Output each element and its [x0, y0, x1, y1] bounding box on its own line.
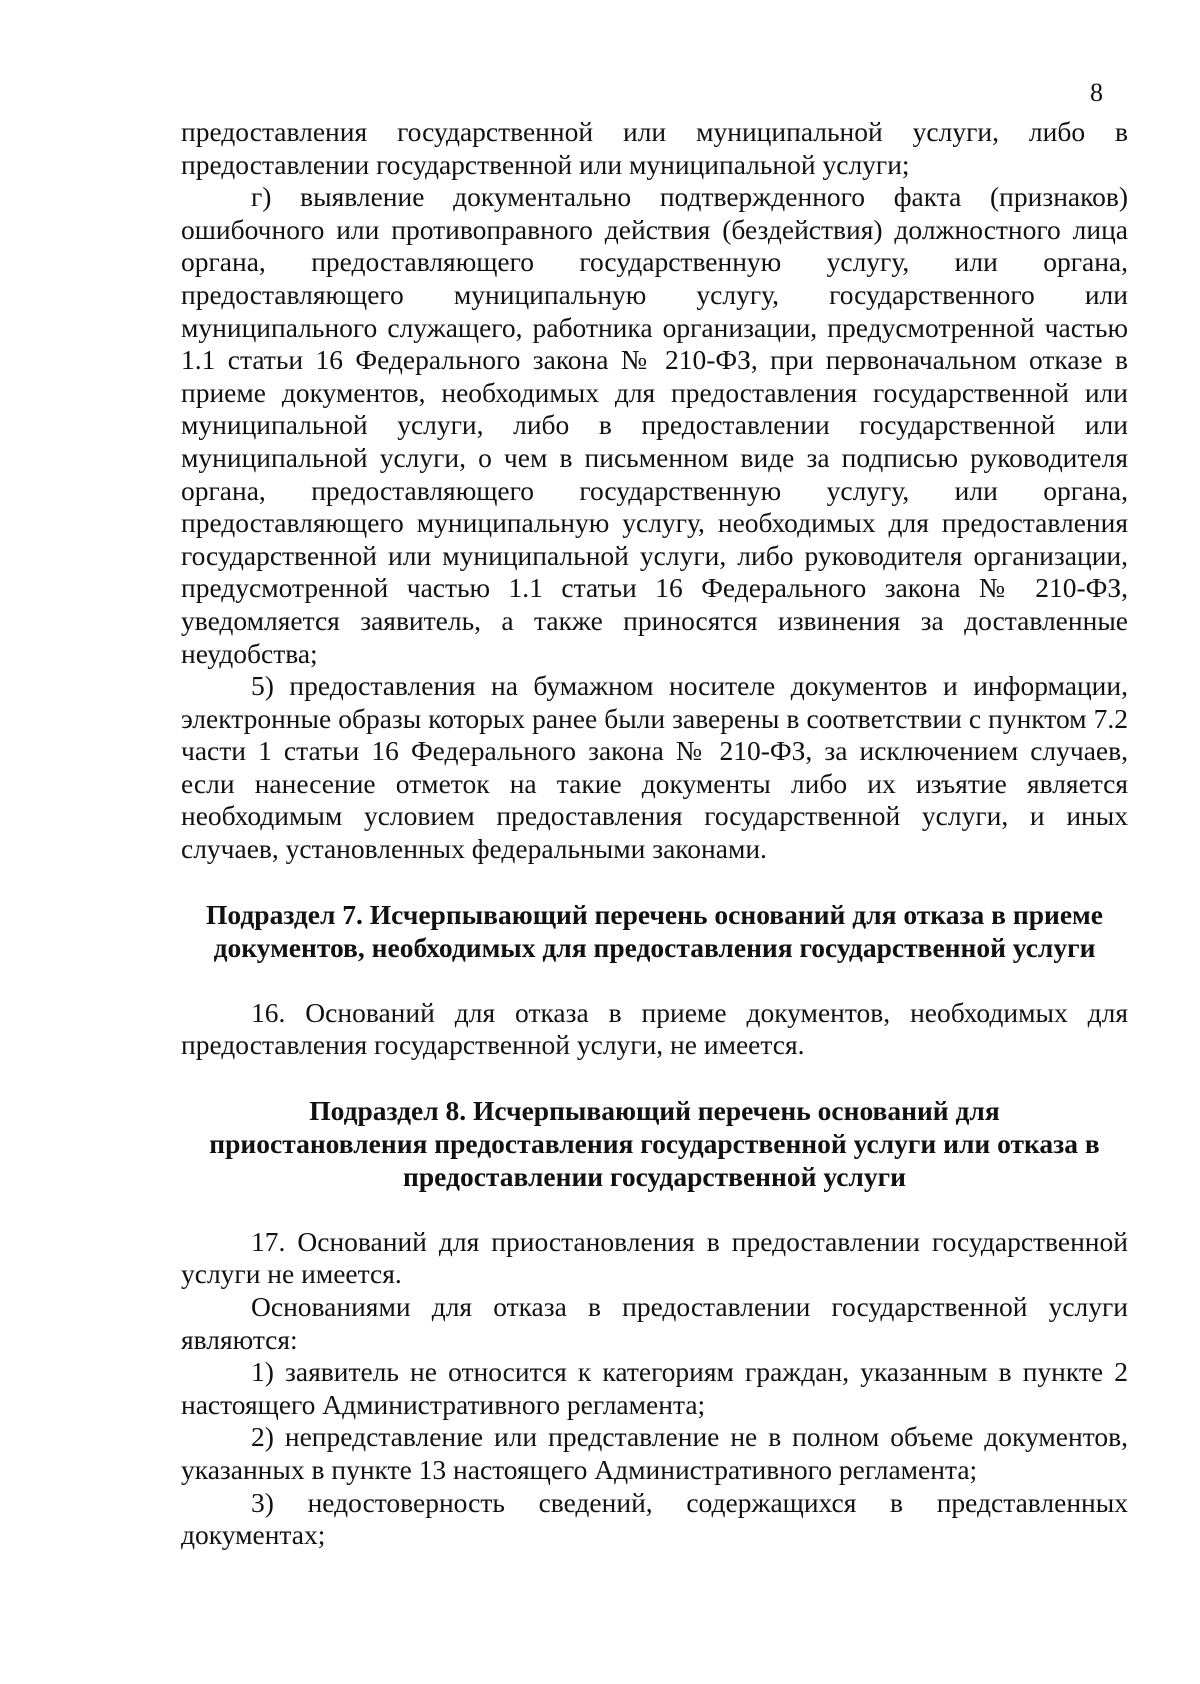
spacer — [181, 1193, 1128, 1226]
paragraph: 2) непредставление или представление не в полном объеме документов, указанных в пункте 13 настоящего Административного регламента; — [181, 1421, 1128, 1485]
paragraph: Основаниями для отказа в предоставлении государственной услуги являются: — [181, 1291, 1128, 1355]
paragraph: 5) предоставления на бумажном носителе документов и информации, электронные образы которых ранее были заверены в соответствии с пунктом 7.2 части 1 статьи 16 Федерального закона № 210-ФЗ, за исключением случаев, если нанесение отметок на такие документы либо их изъятие является необходимым условием предоставления государственной услуги, и иных случаев, установленных федеральными законами. — [181, 670, 1128, 865]
section-heading-line: Подраздел 8. Исчерпывающий перечень оснований для — [309, 1094, 1000, 1126]
section-heading — [181, 1094, 1128, 1193]
document-body — [181, 116, 1128, 1552]
paragraph: предоставления государственной или муниципальной услуги, либо в предоставлении государственной или муниципальной услуги; — [181, 116, 1128, 180]
section-heading-line: Подраздел 7. Исчерпывающий перечень оснований для отказа в приеме — [206, 898, 1103, 930]
paragraph: г) выявление документально подтвержденного факта (признаков) ошибочного или противоправного действия (бездействия) должностного лица органа, предоставляющего государственную услугу, или органа, предоставляющего муниципальную услугу, государственного или муниципального служащего, работника организации, предусмотренной частью 1.1 статьи 16 Федерального закона № 210-ФЗ, при первоначальном отказе в приеме документов, необходимых для предоставления государственной или муниципальной услуги, либо в предоставлении государственной или муниципальной услуги, о чем в письменном виде за подписью руководителя органа, предоставляющего государственную услугу, или органа, предоставляющего муниципальную услугу, необходимых для предоставления государственной или муниципальной услуги, либо руководителя организации, предусмотренной частью 1.1 статьи 16 Федерального закона № 210-ФЗ, уведомляется заявитель, а также приносятся извинения за доставленные неудобства; — [181, 181, 1128, 669]
section-heading-line: приостановления предоставления государственной услуги или отказа в — [209, 1127, 1100, 1159]
spacer — [181, 866, 1128, 898]
paragraph: 3) недостоверность сведений, содержащихся в представленных документах; — [181, 1486, 1128, 1551]
spacer — [181, 1062, 1128, 1094]
paragraph: 16. Оснований для отказа в приеме документов, необходимых для предоставления государственной услуги, не имеется. — [181, 996, 1128, 1061]
spacer — [181, 964, 1128, 997]
section-heading — [181, 898, 1128, 964]
section-heading-line: предоставлении государственной услуги — [403, 1160, 906, 1192]
paragraph: 1) заявитель не относится к категориям граждан, указанным в пункте 2 настоящего Административного регламента; — [181, 1356, 1128, 1420]
section-heading-line: документов, необходимых для предоставления государственной услуги — [213, 931, 1096, 963]
paragraph: 17. Оснований для приостановления в предоставлении государственной услуги не имеется. — [181, 1225, 1128, 1290]
page-number: 8 — [1090, 78, 1103, 107]
